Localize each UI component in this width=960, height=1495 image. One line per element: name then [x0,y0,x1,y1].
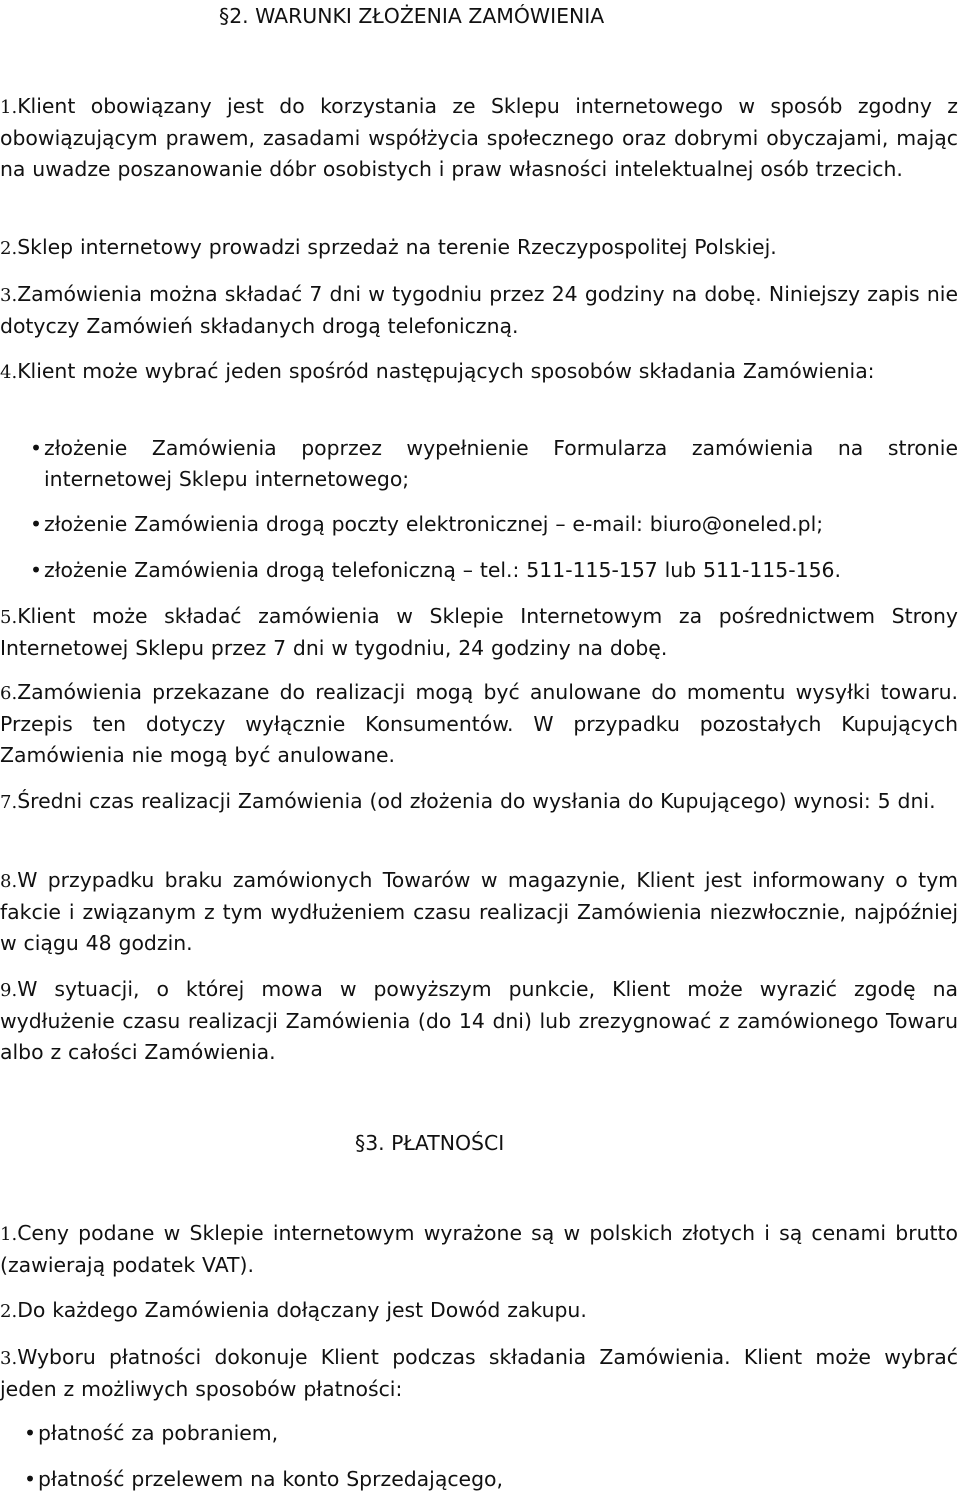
section-3-item-3 [0,1342,958,1405]
item-number: 1. [0,1224,18,1245]
item-number: 3. [0,1348,18,1369]
order-method-email [30,509,958,540]
item-text: Klient może składać zamówienia w Sklepie Internetowym za pośrednictwem Strony Internetowej Sklepu przez 7 dni w tygodniu, 24 godziny na dobę. [0,604,958,660]
item-number: 8. [0,871,18,892]
section-2-item-2 [0,232,958,264]
order-method-text: złożenie Zamówienia poprzez wypełnienie Formularza zamówienia na stronie internetowej Sklepu internetowego; [44,436,958,491]
item-number: 7. [0,792,18,813]
payment-method-text: płatność za pobraniem, [38,1421,279,1445]
item-text: Wyboru płatności dokonuje Klient podczas składania Zamówienia. Klient może wybrać jeden z możliwych sposobów płatności: [0,1345,958,1401]
item-text: Sklep internetowy prowadzi sprzedaż na terenie Rzeczypospolitej Polskiej. [17,235,777,259]
payment-method-cod [24,1418,958,1449]
section-2-item-3 [0,279,958,342]
order-method-phone [30,555,958,586]
order-method-form [30,433,958,495]
bullet-icon: • [30,558,43,582]
section-2-item-8 [0,865,958,959]
payment-method-text: płatność przelewem na konto Sprzedającego, [38,1467,503,1491]
item-text: Średni czas realizacji Zamówienia (od złożenia do wysłania do Kupującego) wynosi: 5 dni. [17,789,936,813]
item-number: 4. [0,362,18,383]
section-2-heading: §2. WARUNKI ZŁOŻENIA ZAMÓWIENIA [219,4,605,28]
section-2-item-4 [0,356,958,388]
section-2-item-9 [0,974,958,1068]
bullet-icon: • [30,512,43,536]
bullet-icon: • [24,1467,37,1491]
item-number: 2. [0,1301,18,1322]
section-2-item-6 [0,677,958,771]
payment-method-transfer [24,1464,958,1495]
item-text: Ceny podane w Sklepie internetowym wyrażone są w polskich złotych i są cenami brutto (zawierają podatek VAT). [0,1221,958,1277]
item-text: Klient może wybrać jeden spośród następujących sposobów składania Zamówienia: [17,359,875,383]
order-method-text: złożenie Zamówienia drogą telefoniczną – tel.: 511-115-157 lub 511-115-156. [44,558,842,582]
item-number: 1. [0,97,18,118]
section-3-item-2 [0,1295,958,1327]
bullet-icon: • [30,436,43,460]
item-text: Zamówienia można składać 7 dni w tygodniu przez 24 godziny na dobę. Niniejszy zapis nie dotyczy Zamówień składanych drogą telefoniczną. [0,282,958,338]
item-text: Zamówienia przekazane do realizacji mogą być anulowane do momentu wysyłki towaru. Przepis ten dotyczy wyłącznie Konsumentów. W przypadku pozostałych Kupujących Zamówienia nie mogą być anulowane. [0,680,958,767]
section-2-item-1 [0,91,958,185]
item-text: W sytuacji, o której mowa w powyższym punkcie, Klient może wyrazić zgodę na wydłużenie czasu realizacji Zamówienia (do 14 dni) lub zrezygnować z zamówionego Towaru albo z całości Zamówienia. [0,977,958,1064]
item-number: 2. [0,238,18,259]
item-text: W przypadku braku zamówionych Towarów w magazynie, Klient jest informowany o tym fakcie i związanym z tym wydłużeniem czasu realizacji Zamówienia niezwłocznie, najpóźniej w ciągu 48 godzin. [0,868,958,955]
item-number: 3. [0,285,18,306]
section-2-item-5 [0,601,958,664]
item-text: Klient obowiązany jest do korzystania ze Sklepu internetowego w sposób zgodny z obowiązującym prawem, zasadami współżycia społecznego oraz dobrymi obyczajami, mając na uwadze poszanowanie dóbr osobistych i praw własności intelektualnej osób trzecich. [0,94,958,181]
item-text: Do każdego Zamówienia dołączany jest Dowód zakupu. [17,1298,587,1322]
section-2-item-7 [0,786,958,818]
item-number: 9. [0,980,18,1001]
item-number: 5. [0,607,18,628]
section-3-item-1 [0,1218,958,1281]
bullet-icon: • [24,1421,37,1445]
order-method-text: złożenie Zamówienia drogą poczty elektronicznej – e-mail: biuro@oneled.pl; [44,512,824,536]
item-number: 6. [0,683,18,704]
section-3-heading: §3. PŁATNOŚCI [355,1131,505,1155]
